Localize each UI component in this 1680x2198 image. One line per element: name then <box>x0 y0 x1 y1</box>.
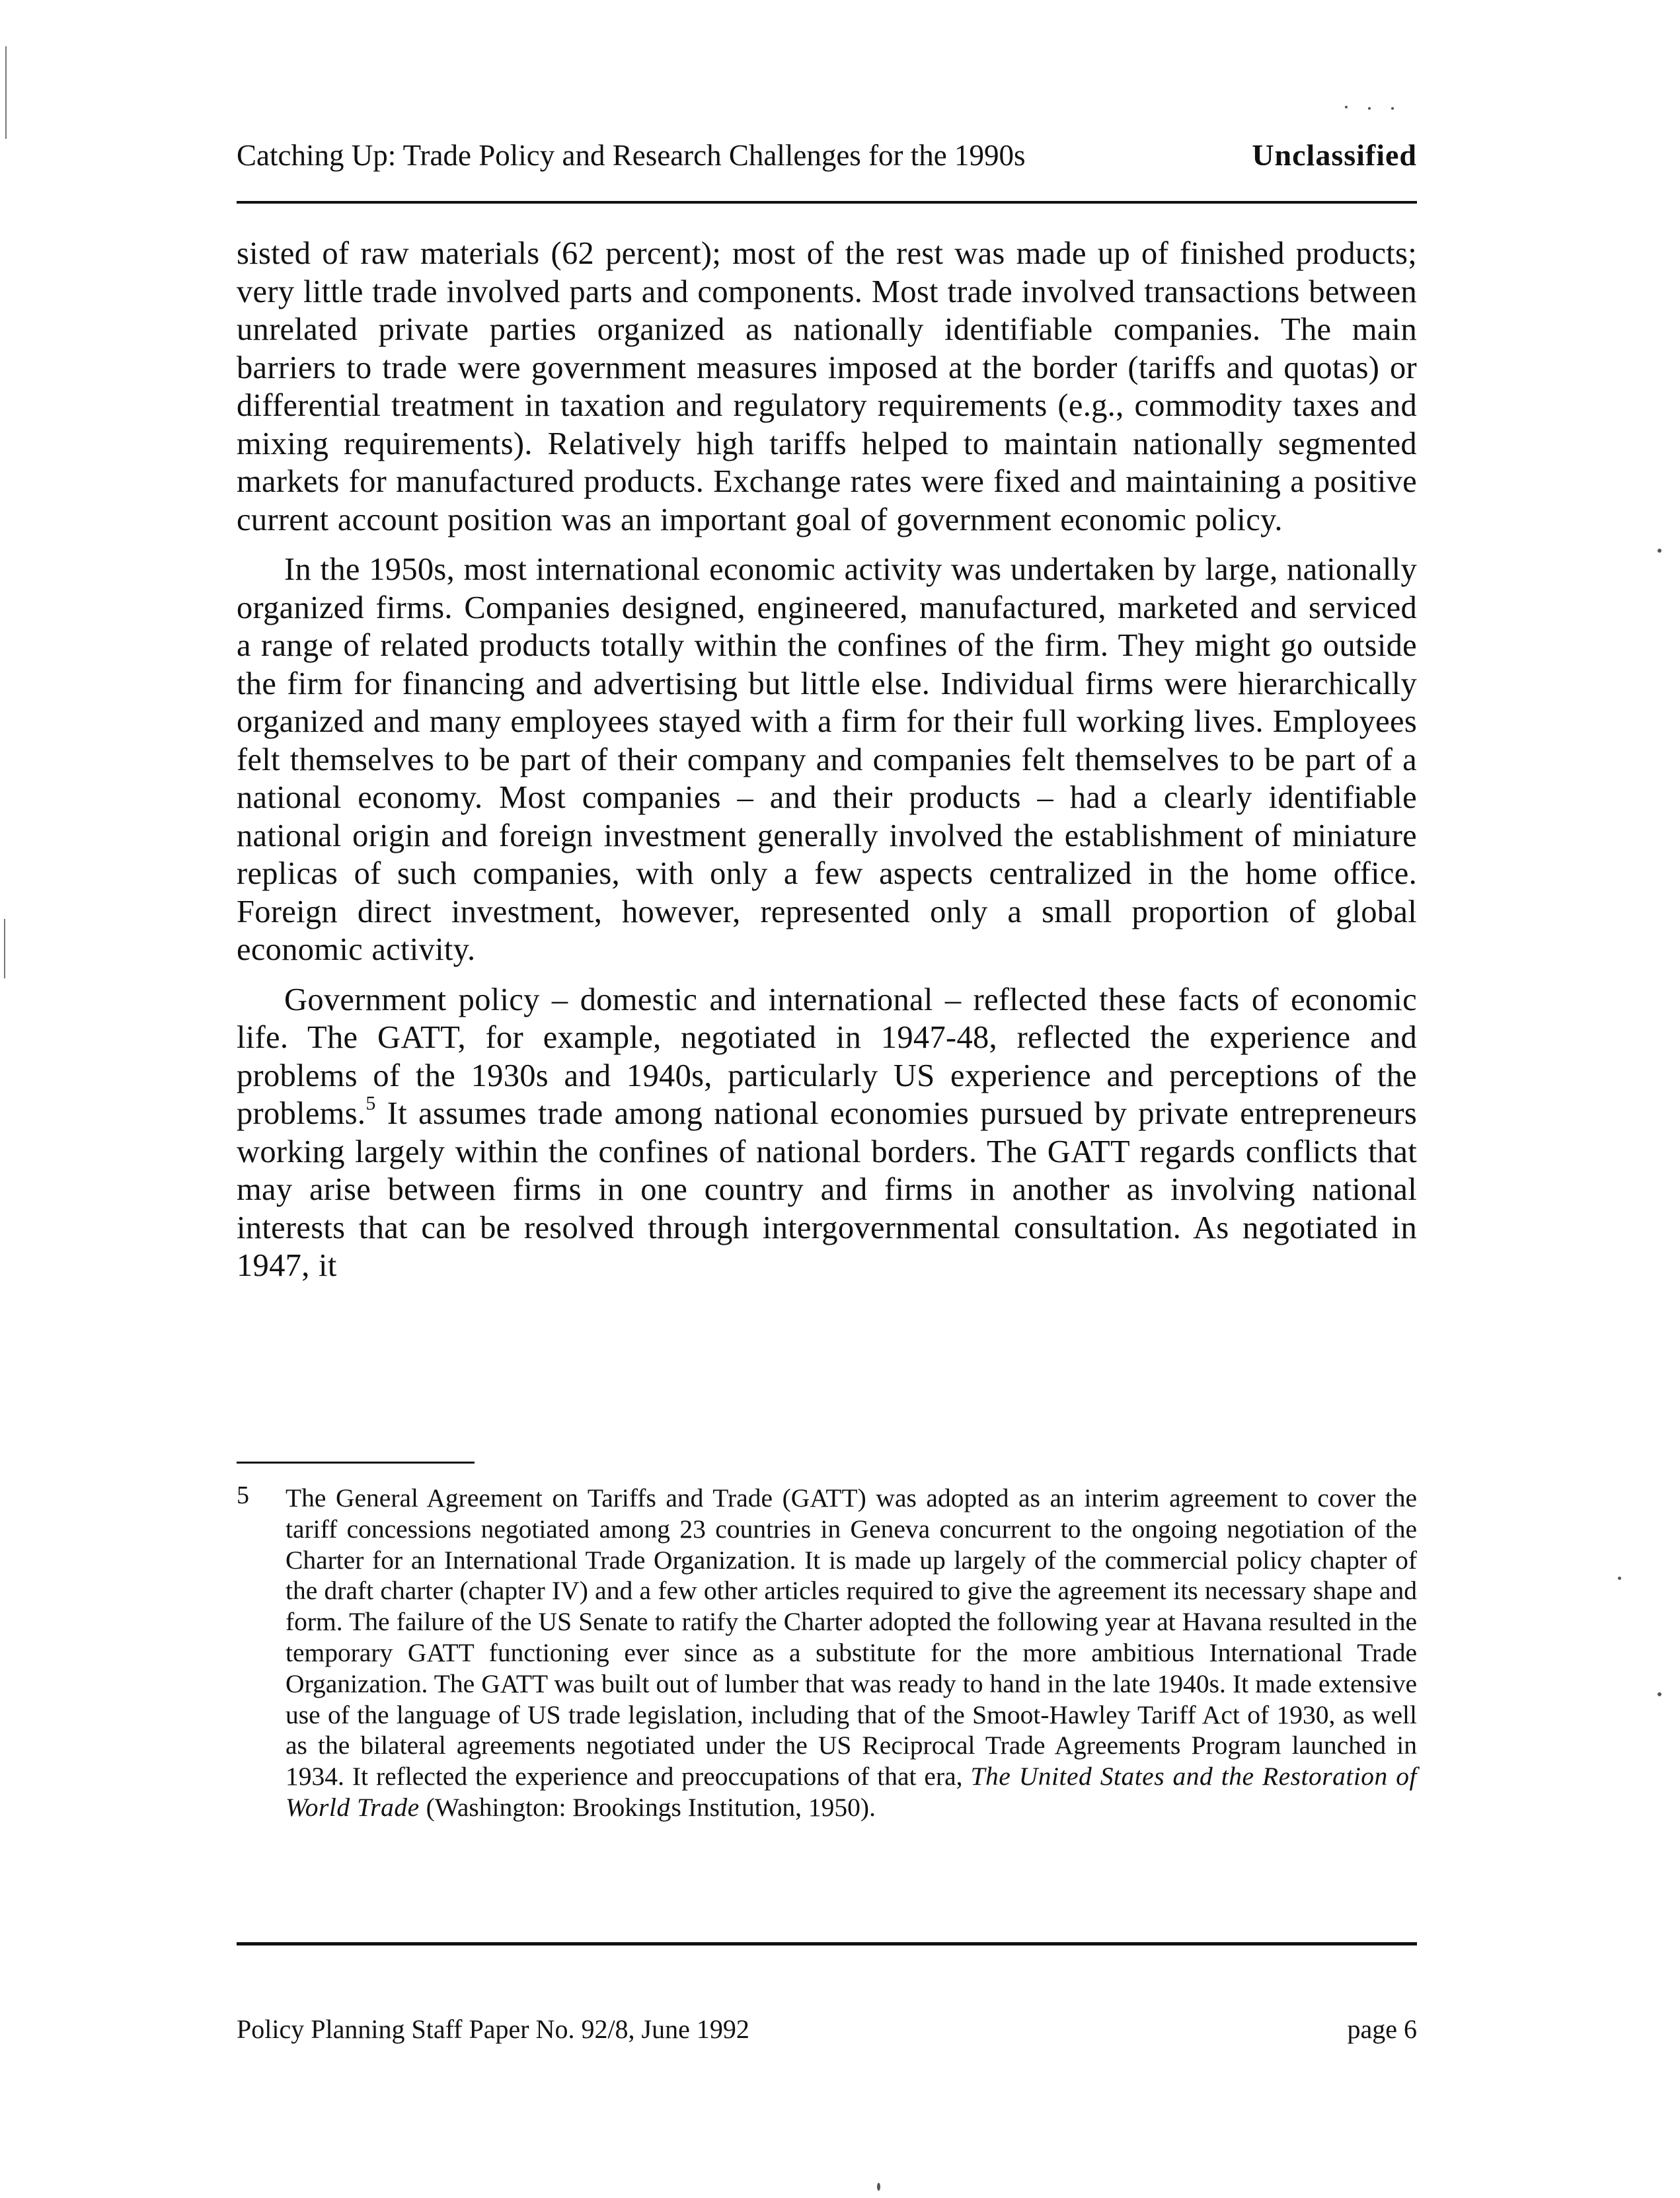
page-number: page 6 <box>1347 2014 1417 2044</box>
footnote <box>237 1483 1417 1823</box>
main-text <box>237 235 1417 1297</box>
paragraph-1: sisted of raw materials (62 percent); most of the rest was made up of finished products; very little trade involved parts and components. Most trade involved transactions between unrelated private parties organized as nationally identifiable companies. The main barriers to trade were government measures imposed at the border (tariffs and quotas) or differential treatment in taxation and regulatory requirements (e.g., commodity taxes and mixing requirements). Relatively high tariffs helped to maintain nationally segmented markets for manufactured products. Exchange rates were fixed and maintaining a positive current account position was an important goal of government economic policy. <box>237 236 1417 537</box>
paragraph-3-text-b: It assumes trade among national economies pursued by private entrepreneurs working largely within the confines of national borders. The GATT regards conflicts that may arise between firms in one country and firms in another as involving national interests that can be resolved through intergovernmental consultation. As negotiated in 1947, it <box>237 1096 1417 1283</box>
footnote-number: 5 <box>237 1481 249 1509</box>
running-header <box>237 132 1417 178</box>
running-footer <box>237 2010 1417 2049</box>
scan-speck <box>1391 107 1394 110</box>
footnote-cited-title: The United States and the Restoration of World Trade <box>286 1762 1418 1822</box>
scan-speck <box>1658 549 1661 553</box>
header-rule <box>237 201 1417 204</box>
paragraph-3 <box>237 981 1417 1285</box>
paragraph-2: In the 1950s, most international economic activity was undertaken by large, nationally organized firms. Companies designed, engineered, manufactured, marketed and serviced a range of related products totally within the confines of the firm. They might go outside the firm for financing and advertising but little else. Individual firms were hierarchically organized and many employees stayed with a firm for their full working lives. Employees felt themselves to be part of their company and companies felt themselves to be part of a national economy. Most companies – and their products – had a clearly identifiable national origin and foreign investment generally involved the establishment of miniature replicas of such companies, with only a few aspects centralized in the home office. Foreign direct investment, however, represented only a small proportion of global economic activity. <box>237 552 1417 967</box>
footnote-separator <box>237 1462 475 1464</box>
footnote-text-a: The General Agreement on Tariffs and Trade (GATT) was adopted as an interim agreement to cover the tariff concessions negotiated among 23 countries in Geneva concurrent to the ongoing negotiation of the Charter for an International Trade Organization. It is made up largely of the commercial policy chapter of the draft charter (chapter IV) and a few other articles required to give the agreement its necessary shape and form. The failure of the US Senate to ratify the Charter adopted the following year at Havana resulted in the temporary GATT functioning ever since as a substitute for the more ambitious International Trade Organization. The GATT was built out of lumber that was ready to hand in the late 1940s. It made extensive use of the language of US trade legislation, including that of the Smoot-Hawley Tariff Act of 1930, as well as the bilateral agreements negotiated under the US Reciprocal Trade Agreements Program launched in 1934. It reflected the experience and preoccupations of that era, <box>286 1483 1417 1791</box>
scan-speck <box>877 2183 880 2191</box>
scan-edge-mark <box>5 46 7 139</box>
footnote-text <box>286 1483 1417 1823</box>
scan-speck <box>1658 1692 1661 1696</box>
footnote-reference[interactable]: 5 <box>365 1091 376 1115</box>
document-title: Catching Up: Trade Policy and Research Challenges for the 1990s <box>237 139 1026 172</box>
paragraph-3-text-a: Government policy – domestic and international – reflected these facts of economic life. The GATT, for example, negotiated in 1947-48, reflected the experience and problems of the 1930s and 1940s, particularly US experience and perceptions of the problems. <box>237 982 1417 1131</box>
footnote-text-b: (Washington: Brookings Institution, 1950). <box>419 1792 876 1822</box>
classification-label: Unclassified <box>1252 138 1417 172</box>
scan-edge-mark <box>4 919 5 978</box>
scan-speck <box>1618 1577 1621 1580</box>
scan-speck <box>1368 107 1371 110</box>
paper-series-label: Policy Planning Staff Paper No. 92/8, June 1992 <box>237 2014 749 2044</box>
scan-speck <box>1345 106 1348 108</box>
footer-rule <box>237 1942 1417 1945</box>
